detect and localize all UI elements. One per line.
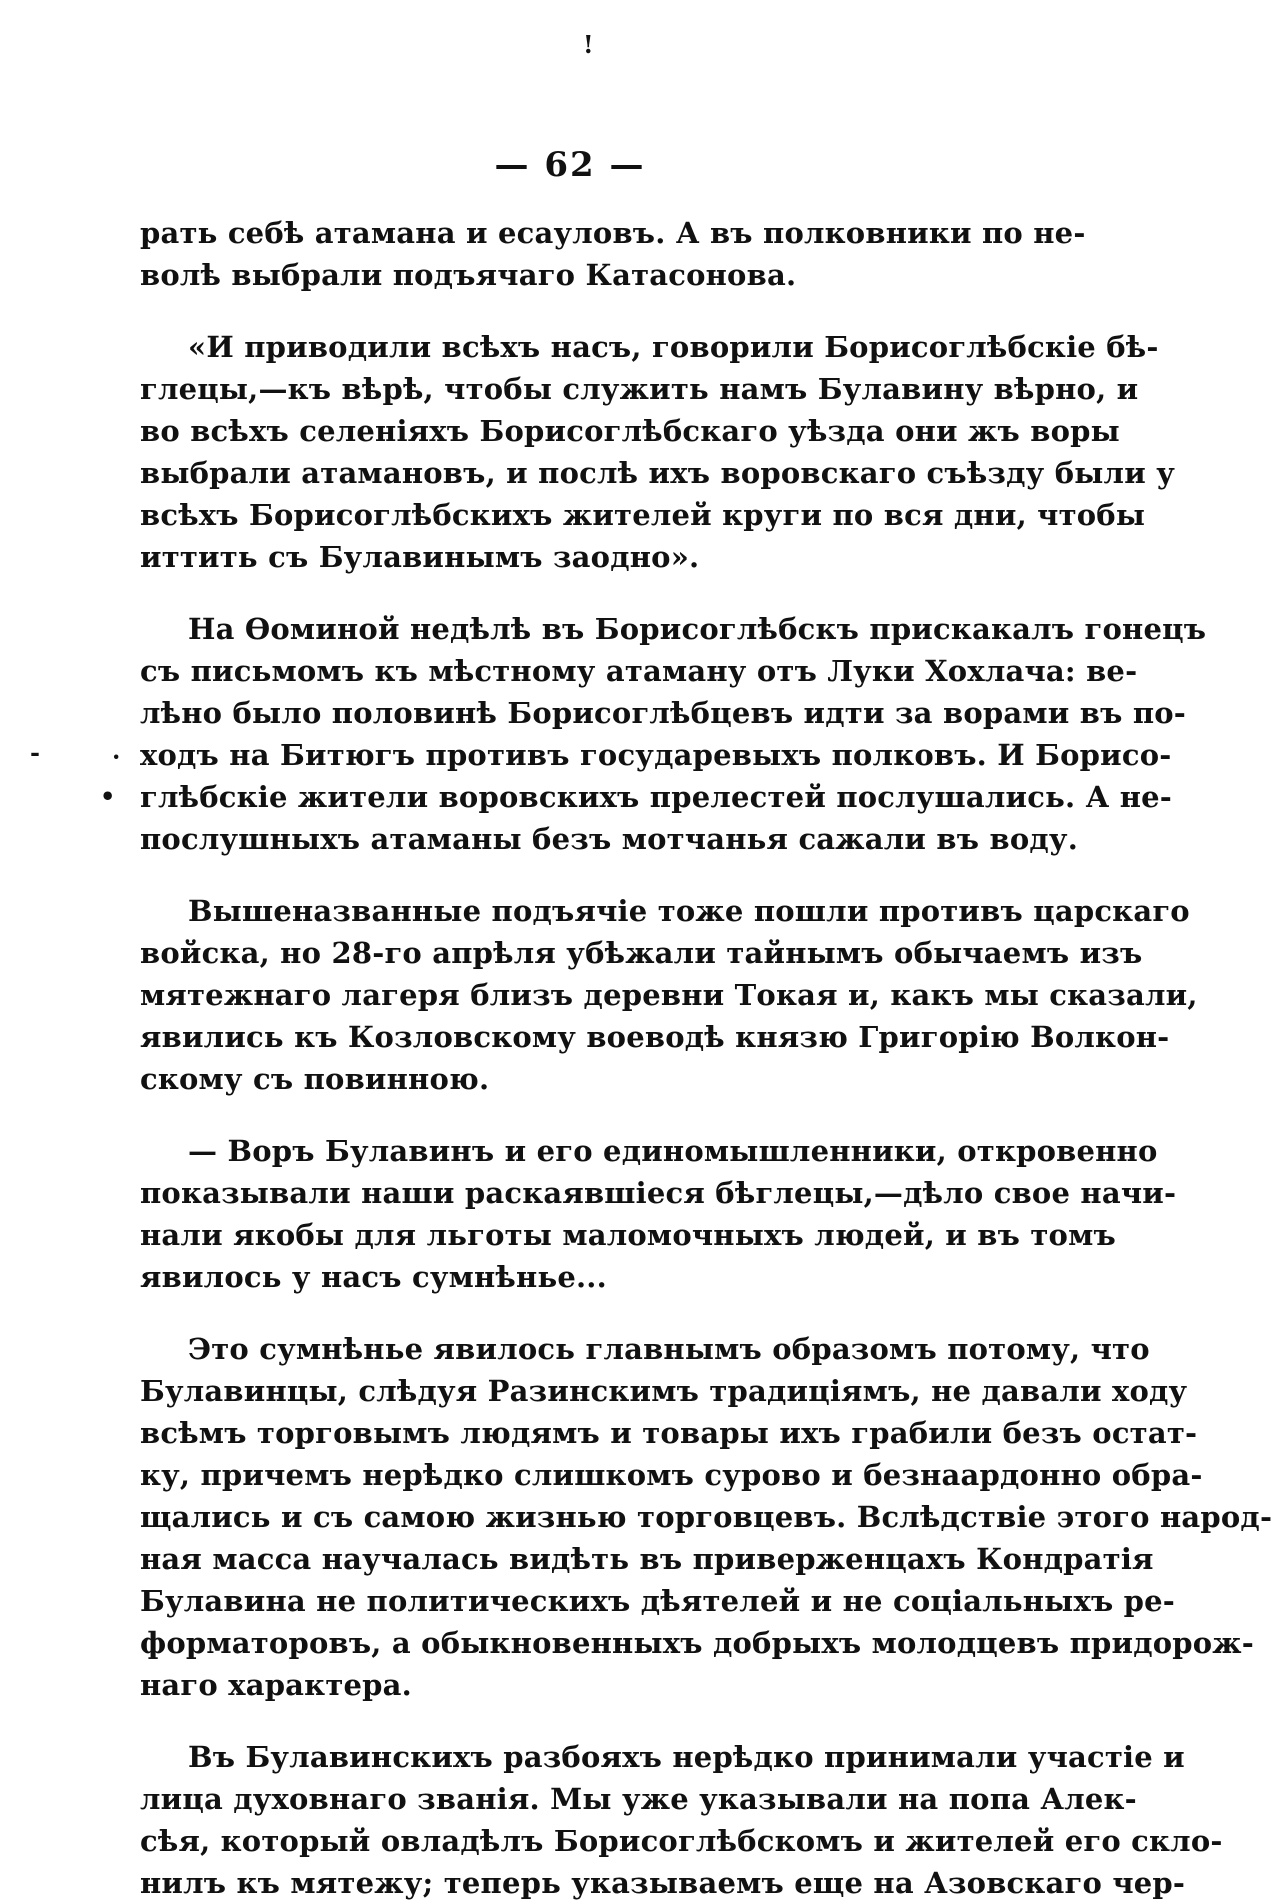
- margin-mark: •: [100, 782, 116, 811]
- top-mark: !: [583, 30, 594, 59]
- text-line: наго характера.: [140, 1668, 412, 1702]
- text-line: всѣмъ торговымъ людямъ и товары ихъ грабили безъ остат-: [140, 1416, 1198, 1450]
- text-line: съ письмомъ къ мѣстному атаману отъ Луки Хохлача: ве-: [140, 654, 1138, 688]
- text-line: скому съ повинною.: [140, 1062, 490, 1096]
- text-line: — Воръ Булавинъ и его единомышленники, откровенно: [188, 1134, 1158, 1168]
- text-line: нилъ къ мятежу; теперь указываемъ еще на Азовскаго чер-: [140, 1866, 1186, 1900]
- page-number: — 62 —: [494, 145, 646, 185]
- text-line: иттить съ Булавинымъ заодно».: [140, 540, 700, 574]
- text-line: форматоровъ, а обыкновенныхъ добрыхъ молодцевъ придорож-: [140, 1626, 1255, 1660]
- text-line: во всѣхъ селеніяхъ Борисоглѣбскаго уѣзда они жъ воры: [140, 414, 1120, 448]
- text-line: нали якобы для льготы маломочныхъ людей, и въ томъ: [140, 1218, 1116, 1252]
- text-line: лѣно было половинѣ Борисоглѣбцевъ идти за ворами въ по-: [140, 696, 1187, 730]
- text-line: всѣхъ Борисоглѣбскихъ жителей круги по вся дни, чтобы: [140, 498, 1146, 532]
- body-text: [140, 212, 1272, 1904]
- text-line: послушныхъ атаманы безъ мотчанья сажали въ воду.: [140, 822, 1078, 856]
- text-line: явилось у насъ сумнѣнье...: [140, 1260, 607, 1294]
- text-line: ходъ на Битюгъ противъ государевыхъ полковъ. И Борисо-: [140, 738, 1172, 772]
- text-line: Булавинцы, слѣдуя Разинскимъ традиціямъ, не давали ходу: [140, 1374, 1188, 1408]
- text-line: На Ѳоминой недѣлѣ въ Борисоглѣбскъ прискакалъ гонецъ: [188, 612, 1207, 646]
- text-line: Вышеназванные подъячіе тоже пошли противъ царскаго: [188, 894, 1190, 928]
- text-line: «И приводили всѣхъ насъ, говорили Борисоглѣбскіе бѣ-: [188, 330, 1159, 364]
- text-line: сѣя, который овладѣлъ Борисоглѣбскомъ и жителей его скло-: [140, 1824, 1223, 1858]
- text-line: лица духовнаго званія. Мы уже указывали на попа Алек-: [140, 1782, 1137, 1816]
- text-line: рать себѣ атамана и есауловъ. А въ полковники по не-: [140, 216, 1086, 250]
- text-line: показывали наши раскаявшіеся бѣглецы,—дѣло свое начи-: [140, 1176, 1177, 1210]
- text-line: глецы,—къ вѣрѣ, чтобы служить намъ Булавину вѣрно, и: [140, 372, 1139, 406]
- margin-mark: ·: [112, 742, 121, 771]
- text-line: волѣ выбрали подъячаго Катасонова.: [140, 258, 797, 292]
- text-line: Это сумнѣнье явилось главнымъ образомъ потому, что: [188, 1332, 1150, 1366]
- text-line: глѣбскіе жители воровскихъ прелестей послушались. А не-: [140, 780, 1173, 814]
- text-line: мятежнаго лагеря близъ деревни Токая и, какъ мы сказали,: [140, 978, 1198, 1012]
- text-line: Въ Булавинскихъ разбояхъ нерѣдко принимали участіе и: [188, 1740, 1185, 1774]
- text-line: ная масса научалась видѣть въ приверженцахъ Кондратія: [140, 1542, 1154, 1576]
- text-line: выбрали атамановъ, и послѣ ихъ воровскаго съѣзду были у: [140, 456, 1175, 490]
- text-line: щались и съ самою жизнью торговцевъ. Вслѣдствіе этого народ-: [140, 1500, 1272, 1534]
- text-line: Булавина не политическихъ дѣятелей и не соціальныхъ ре-: [140, 1584, 1176, 1618]
- margin-mark: -: [30, 738, 40, 767]
- text-line: явились къ Козловскому воеводѣ князю Григорію Волкон-: [140, 1020, 1170, 1054]
- text-line: ку, причемъ нерѣдко слишкомъ сурово и безнаардонно обра-: [140, 1458, 1203, 1492]
- text-line: войска, но 28-го апрѣля убѣжали тайнымъ обычаемъ изъ: [140, 936, 1143, 970]
